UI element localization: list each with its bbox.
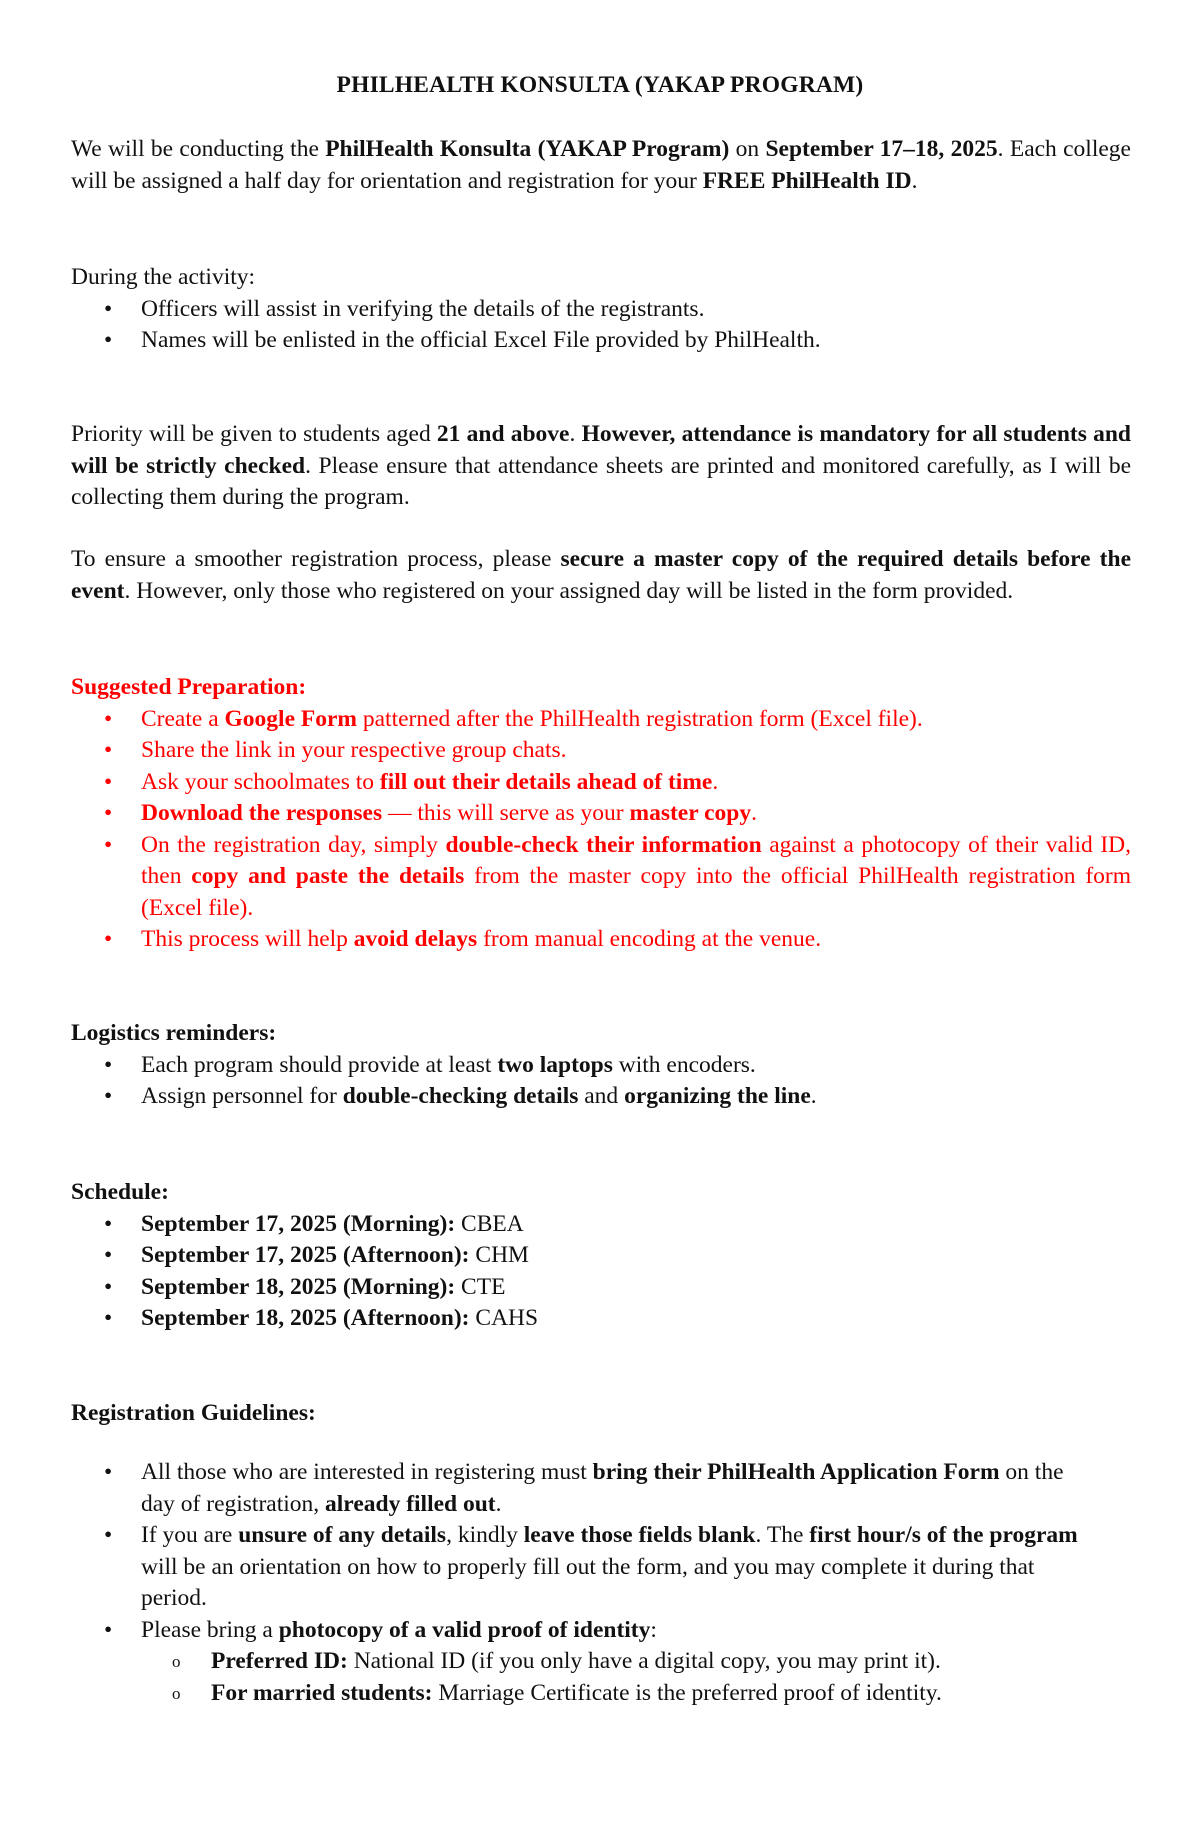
- guidelines-list: [71, 1457, 1091, 1709]
- program-name: PhilHealth Konsulta (YAKAP Program): [325, 136, 730, 162]
- master-copy-paragraph: To ensure a smoother registration process, please secure a master copy of the required details before the event. However, only those who registered on your assigned day will be listed in the form provided.: [71, 546, 1132, 604]
- guidelines-heading-block: [71, 1398, 1131, 1430]
- schedule-item: • September 18, 2025 (Afternoon): CAHS: [71, 1303, 1131, 1335]
- list-item: • Please bring a photocopy of a valid proof of identity: o Preferred ID: National ID (if you only have a digital copy, you may print it). o For married students: Marriage Certificate is the preferred proof of identity.: [71, 1615, 1091, 1710]
- preparation-list: [71, 704, 1131, 956]
- list-item: • Download the responses — this will serve as your master copy.: [71, 798, 1131, 830]
- list-item: • Ask your schoolmates to fill out their details ahead of time.: [71, 767, 1131, 799]
- list-item: • Each program should provide at least two laptops with encoders.: [71, 1050, 1131, 1082]
- logistics-heading: Logistics reminders:: [71, 1020, 277, 1046]
- schedule-item: • September 17, 2025 (Morning): CBEA: [71, 1209, 1131, 1241]
- attendance-notice: However, attendance is mandatory for all students and will be strictly checked: [71, 421, 1132, 479]
- id-requirements-list: [141, 1646, 1091, 1709]
- free-id-text: FREE PhilHealth ID: [702, 167, 912, 194]
- preparation-heading: Suggested Preparation:: [71, 674, 307, 700]
- schedule-list: [71, 1209, 1131, 1335]
- list-item: • Assign personnel for double-checking details and organizing the line.: [71, 1081, 1131, 1113]
- priority-paragraph: Priority will be given to students aged 21 and above. However, attendance is mandatory for all students and will be strictly checked. Please ensure that attendance sheets are printed and monitored carefully, as I will be collecting them during the program.: [71, 421, 1132, 510]
- list-item: • Names will be enlisted in the official Excel File provided by PhilHealth.: [71, 325, 1131, 357]
- list-item: • Officers will assist in verifying the details of the registrants.: [71, 294, 1131, 326]
- guidelines-heading: Registration Guidelines:: [71, 1400, 316, 1426]
- list-item: • Create a Google Form patterned after the PhilHealth registration form (Excel file).: [71, 704, 1131, 736]
- logistics-section: [71, 1018, 1131, 1113]
- schedule-item: • September 17, 2025 (Afternoon): CHM: [71, 1240, 1131, 1272]
- list-item: • This process will help avoid delays from manual encoding at the venue.: [71, 924, 1131, 956]
- event-dates: September 17–18, 2025: [765, 136, 998, 162]
- sub-list-item: o For married students: Marriage Certificate is the preferred proof of identity.: [141, 1678, 1091, 1710]
- preparation-section: [71, 672, 1131, 956]
- activity-list: [71, 294, 1131, 357]
- schedule-heading: Schedule:: [71, 1179, 169, 1205]
- schedule-section: [71, 1177, 1131, 1335]
- activity-heading: During the activity:: [71, 264, 256, 290]
- page-title: PHILHEALTH KONSULTA (YAKAP PROGRAM): [336, 72, 864, 98]
- sub-list-item: o Preferred ID: National ID (if you only have a digital copy, you may print it).: [141, 1646, 1091, 1678]
- list-item: • All those who are interested in registering must bring their PhilHealth Application Form on the day of registration, already filled out.: [71, 1457, 1091, 1520]
- activity-section: [71, 262, 1131, 357]
- logistics-list: [71, 1050, 1131, 1113]
- intro-paragraph: We will be conducting the PhilHealth Konsulta (YAKAP Program) on September 17–18, 2025. Each college will be assigned a half day for orientation and registration for your FREE PhilHealth ID.: [71, 136, 1131, 194]
- list-item: • Share the link in your respective group chats.: [71, 735, 1131, 767]
- list-item: • On the registration day, simply double-check their information against a photocopy of their valid ID, then copy and paste the details from the master copy into the official PhilHealth registration form (Excel file).: [71, 830, 1131, 925]
- list-item: • If you are unsure of any details, kindly leave those fields blank. The first hour/s of the program will be an orientation on how to properly fill out the form, and you may complete it during that period.: [71, 1520, 1091, 1615]
- schedule-item: • September 18, 2025 (Morning): CTE: [71, 1272, 1131, 1304]
- guidelines-section: [71, 1457, 1131, 1709]
